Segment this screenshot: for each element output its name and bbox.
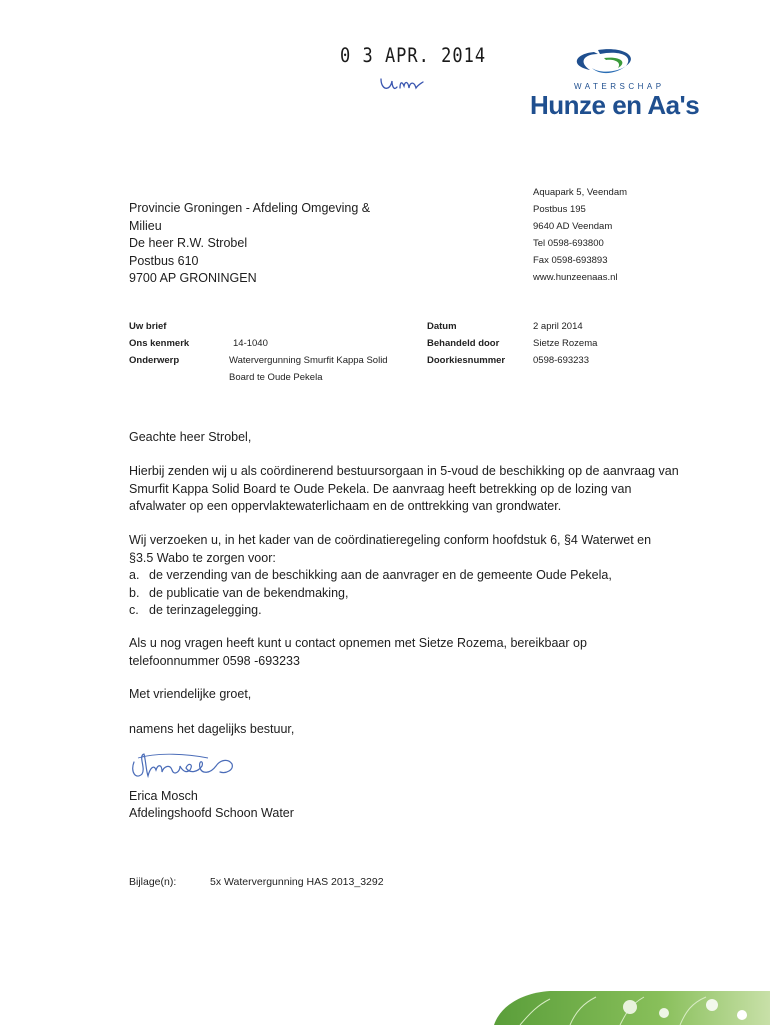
logo-subtitle: WATERSCHAP [574,82,665,91]
kenmerk-value: 14-1040 [233,338,268,349]
list-marker: c. [129,603,139,617]
recipient-line: Provincie Groningen - Afdeling Omgeving & [129,201,371,215]
list-item [129,567,674,585]
sender-fax: Fax 0598-693893 [533,255,608,266]
sender-postcode: 9640 AD Veendam [533,221,613,232]
attachment-value: 5x Watervergunning HAS 2013_3292 [210,876,384,888]
logo-swoosh-icon [564,44,644,80]
handwritten-initials [378,72,426,103]
sender-postbus: Postbus 195 [533,204,586,215]
doorkies-label: Doorkiesnummer [427,355,506,366]
signer-name: Erica Mosch [129,789,198,803]
on-behalf: namens het dagelijks bestuur, [129,722,295,736]
logo-name: Hunze en Aa's [530,90,700,120]
uw-brief-label: Uw brief [129,321,167,332]
closing: Met vriendelijke groet, [129,687,252,701]
signature-image [128,748,238,789]
sender-address [533,184,627,286]
list-marker: a. [129,568,140,582]
onderwerp-value-line1: Watervergunning Smurfit Kappa Solid [229,355,388,366]
behandeld-label: Behandeld door [427,338,500,349]
corner-grass-image [480,985,770,1030]
behandeld-value: Sietze Rozema [533,338,598,349]
paragraph-contact [129,635,629,670]
list-text: de verzending van de beschikking aan de aanvrager en de gemeente Oude Pekela, [149,568,612,582]
list-marker: b. [129,585,140,600]
sender-street: Aquapark 5, Veendam [533,187,628,198]
list-item [129,602,674,620]
list-item [129,585,674,603]
paragraph-text: Hierbij zenden wij u als coördinerend bestuursorgaan in 5-voud de beschikking op de aanvraag van Smurfit Kappa Solid Board te Oude Pekela. De aanvraag heeft betrekking op de lozing van afvalwater op een oppervlaktewaterlichaam en de onttrekking van grondwater. [129,464,679,513]
paragraph-text: Wij verzoeken u, in het kader van de coördinatieregeling conform hoofdstuk 6, §4 Waterwet en §3.5 Wabo te zorgen voor: [129,533,652,565]
list-text: de publicatie van de bekendmaking, [149,585,349,600]
onderwerp-label: Onderwerp [129,355,180,366]
datum-label: Datum [427,321,457,332]
datum-value: 2 april 2014 [533,321,583,332]
attachment-label: Bijlage(n): [129,876,177,888]
recipient-line: Milieu [129,218,162,233]
list-text: de terinzagelegging. [149,603,262,617]
received-date-stamp: 0 3 APR. 2014 [340,44,487,68]
recipient-line: 9700 AP GRONINGEN [129,271,257,285]
paragraph-intro [129,463,689,516]
recipient-line: De heer R.W. Strobel [129,236,248,250]
paragraph-text: Als u nog vragen heeft kunt u contact opnemen met Sietze Rozema, bereikbaar op telefoonnummer 0598 -693233 [129,636,587,668]
onderwerp-value-line2: Board te Oude Pekela [229,372,323,383]
recipient-address [129,200,389,288]
paragraph-request [129,532,674,620]
sender-website: www.hunzeenaas.nl [533,272,618,283]
sender-phone: Tel 0598-693800 [533,238,604,249]
doorkies-value: 0598-693233 [533,355,589,366]
kenmerk-label: Ons kenmerk [129,338,190,349]
recipient-line: Postbus 610 [129,253,199,268]
salutation: Geachte heer Strobel, [129,430,252,444]
signer-title: Afdelingshoofd Schoon Water [129,806,294,820]
